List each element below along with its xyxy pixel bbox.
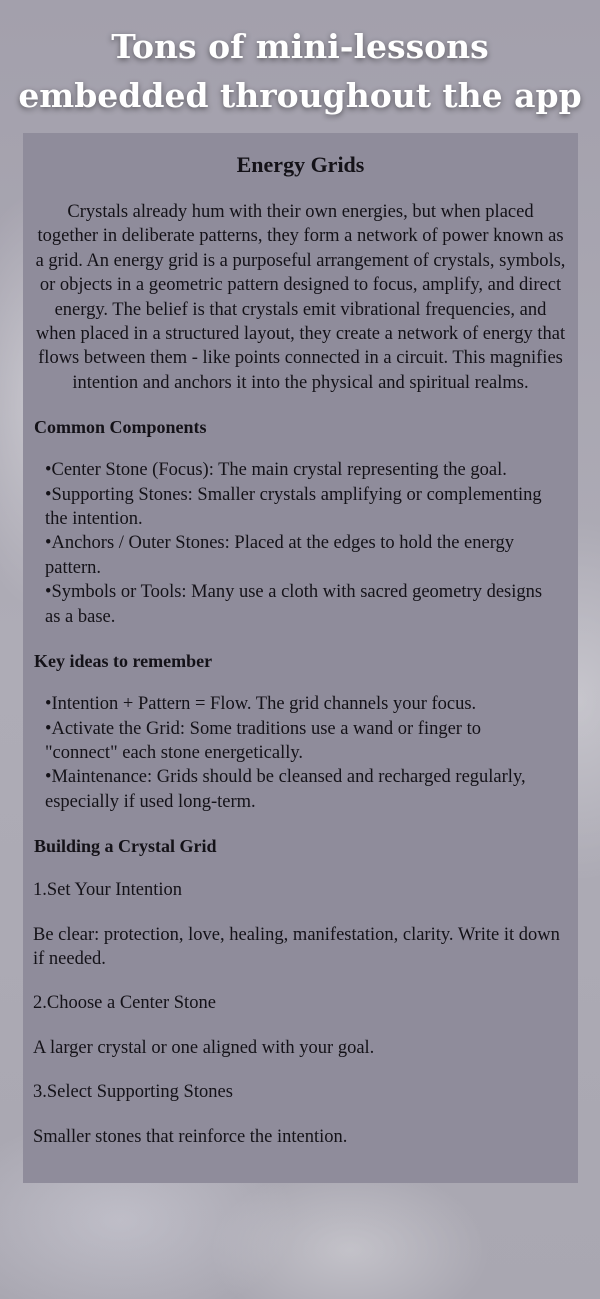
headline-line-2: embedded throughout the app	[18, 76, 582, 115]
list-item: •Activate the Grid: Some traditions use a wand or finger to "connect" each stone energetically.	[45, 718, 481, 763]
lesson-intro: Crystals already hum with their own energies, but when placed together in deliberate patterns, they form a network of power known as a grid. An energy grid is a purposeful arrangement of crystals, symbols, or objects in a geometric pattern designed to focus, amplify, and direct energy. The belief is that crystals emit vibrational frequencies, and when placed in a structured layout, they create a network of energy that flows between them - like points connected in a circuit. This magnifies intention and anchors it into the physical and spiritual realms.	[35, 202, 566, 393]
list-item: •Supporting Stones: Smaller crystals amplifying or complementing the intention.	[45, 484, 542, 530]
promo-headline	[0, 22, 600, 120]
step-text: A larger crystal or one aligned with your goal.	[33, 1037, 375, 1058]
components-list	[23, 458, 578, 629]
step-title: 2.Choose a Center Stone	[33, 993, 216, 1014]
step-title: 3.Select Supporting Stones	[33, 1082, 233, 1103]
components-heading: Common Components	[34, 417, 207, 438]
headline-line-1: Tons of mini-lessons	[111, 27, 489, 66]
step-text: Smaller stones that reinforce the intention.	[33, 1126, 348, 1147]
lesson-title: Energy Grids	[236, 152, 365, 177]
step-title: 1.Set Your Intention	[33, 880, 183, 901]
list-item: •Maintenance: Grids should be cleansed and recharged regularly, especially if used long-term.	[45, 767, 526, 812]
list-item: •Anchors / Outer Stones: Placed at the edges to hold the energy pattern.	[45, 533, 515, 578]
list-item: •Center Stone (Focus): The main crystal representing the goal.	[45, 460, 507, 481]
building-heading: Building a Crystal Grid	[34, 836, 217, 857]
key-ideas-list	[23, 692, 578, 814]
step-text: Be clear: protection, love, healing, manifestation, clarity. Write it down if needed.	[33, 924, 560, 969]
list-item: •Symbols or Tools: Many use a cloth with sacred geometry designs as a base.	[45, 582, 543, 627]
key-ideas-heading: Key ideas to remember	[34, 651, 213, 672]
lesson-card[interactable]	[23, 133, 578, 1183]
list-item: •Intention + Pattern = Flow. The grid channels your focus.	[45, 694, 477, 715]
